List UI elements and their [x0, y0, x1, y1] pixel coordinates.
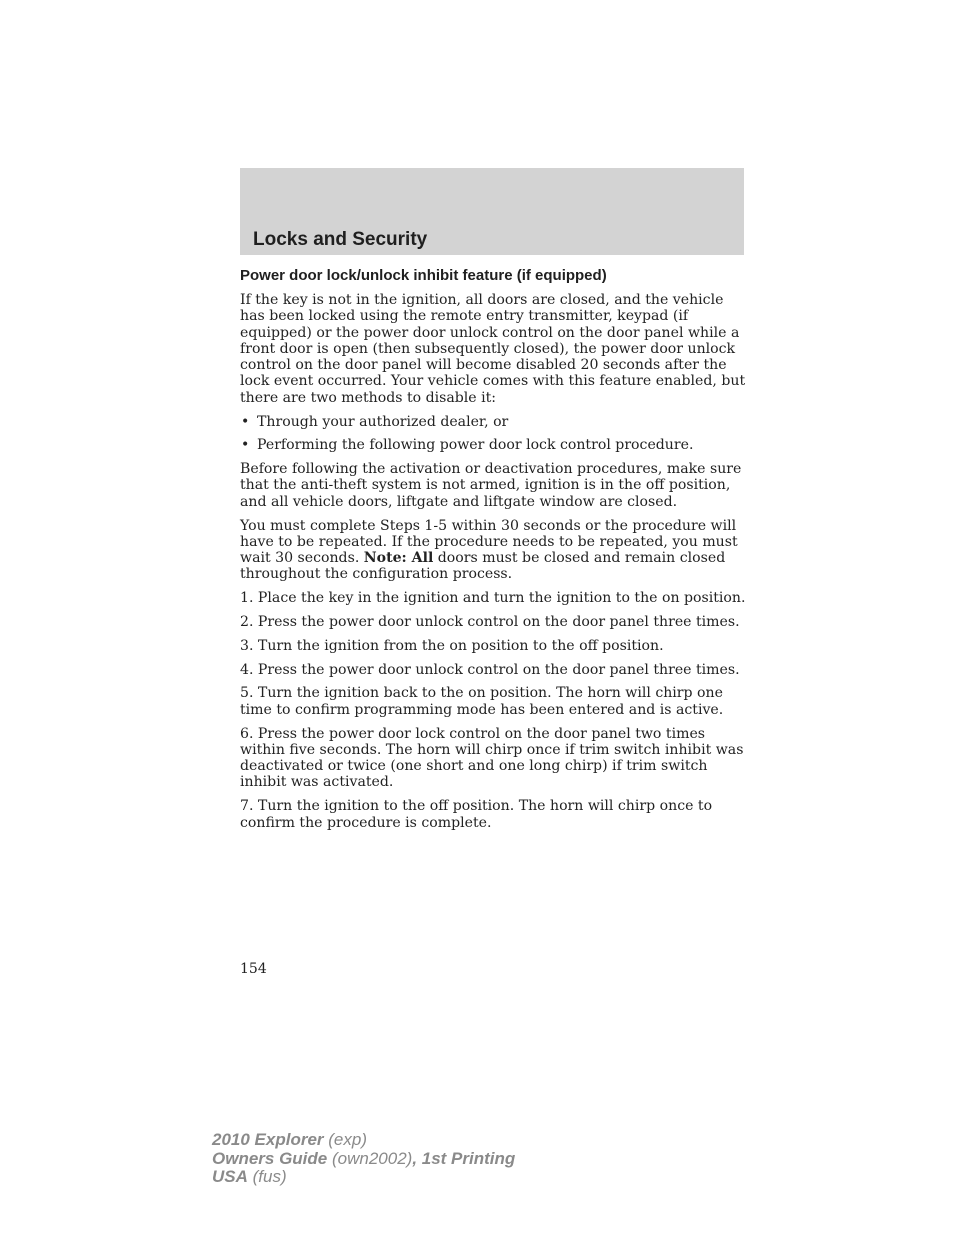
step-6: 6. Press the power door lock control on the door panel two times within five seconds. The horn will chirp once if trim switch inhibit was deactivated or twice (one short and one long chirp) if trim switch inhibit was activated.	[240, 725, 744, 791]
page-content	[240, 267, 746, 838]
subheading: Power door lock/unlock inhibit feature (if equipped)	[240, 267, 607, 284]
footer-line-1: 2010 Explorer (exp)	[212, 1130, 367, 1149]
note-label: Note: All	[363, 550, 434, 567]
step-5: 5. Turn the ignition back to the on position. The horn will chirp one time to confirm programming mode has been entered and is active.	[240, 685, 724, 718]
bullet-icon: •	[241, 437, 250, 454]
bullet-icon: •	[241, 413, 250, 430]
step-2: 2. Press the power door unlock control on the door panel three times.	[240, 614, 740, 631]
intro-paragraph: If the key is not in the ignition, all doors are closed, and the vehicle has been locked using the remote entry transmitter, keypad (if equipped) or the power door unlock control on the door panel while a front door is open (then subsequently closed), the power door unlock control on the door panel will become disabled 20 seconds after the lock event occurred. Your vehicle comes with this feature enabled, but there are two methods to disable it:	[240, 292, 746, 406]
timing-paragraph: You must complete Steps 1-5 within 30 seconds or the procedure will have to be repeated. If the procedure needs to be repeated, you must wait 30 seconds. Note: All doors must be closed and remain closed throughout the configuration process.	[240, 517, 738, 583]
step-3: 3. Turn the ignition from the on position to the off position.	[240, 637, 664, 654]
precondition-paragraph: Before following the activation or deactivation procedures, make sure that the anti-theft system is not armed, ignition is in the off position, and all vehicle doors, liftgate and liftgate window are closed.	[240, 461, 742, 510]
step-4: 4. Press the power door unlock control on the door panel three times.	[240, 661, 740, 678]
footer-line-3: USA (fus)	[212, 1167, 287, 1186]
page-number: 154	[240, 961, 267, 977]
step-1: 1. Place the key in the ignition and turn the ignition to the on position.	[240, 590, 746, 607]
methods-list	[240, 414, 746, 454]
step-7: 7. Turn the ignition to the off position. The horn will chirp once to confirm the procedure is complete.	[240, 798, 713, 831]
section-title: Locks and Security	[253, 229, 428, 250]
footer-line-2: Owners Guide (own2002), 1st Printing	[212, 1148, 516, 1168]
section-header-band	[240, 168, 744, 255]
list-item: • Performing the following power door lock control procedure.	[241, 437, 694, 454]
list-item: • Through your authorized dealer, or	[241, 413, 509, 430]
print-footer	[212, 1131, 515, 1187]
